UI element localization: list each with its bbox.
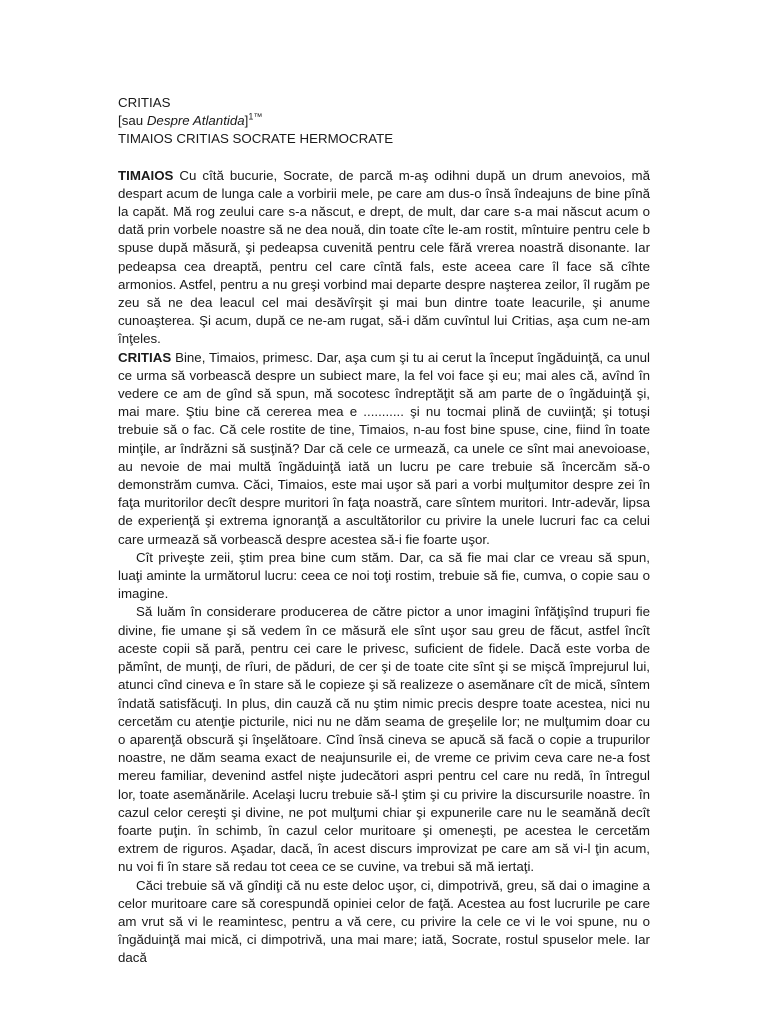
paragraph-timaios (118, 167, 650, 349)
speaker-name: CRITIAS (118, 349, 172, 365)
subtitle-italic: Despre Atlantida (146, 113, 245, 129)
speaker-name: TIMAIOS (118, 167, 174, 183)
paragraph-text: Bine, Timaios, primesc. Dar, aşa cum şi tu ai cerut la început îngăduinţă, ca unul ce urma să vorbească despre un subiect mare, la fel voi face şi eu; mai ales că, avînd în vedere ce am de gînd să spun, mă socotesc îndreptăţit să am parte de o îngăduinţă şi, mai mare. Ştiu bine că cererea mea e ........... şi nu tocmai plină de cuviinţă; şi totuşi trebuie să o fac. Că cele rostite de tine, Timaios, n-au fost bine spuse, cine, fiind în toate minţile, ar îndrăzni să susţină? Dar că cele ce urmează, ca unele ce sînt mai anevoioase, au nevoie de mai multă îngăduinţă iată un lucru pe care trebuie să încercăm să-o demonstrăm cumva. Căci, Timaios, este mai uşor să pari a vorbi mulţumitor despre zei în faţa muritorilor decît despre muritori în faţa noastră, care sîntem muritori. Intr-adevăr, lipsa de experienţă şi extrema ignoranţă a ascultătorilor cu privire la unele lucruri fac ca celui care urmează să vorbească despre acestea să-i fie foarte uşor. (118, 349, 650, 547)
paragraph-critias (118, 349, 650, 549)
document-page (118, 94, 650, 968)
subtitle-prefix: [sau (118, 113, 147, 129)
document-subtitle (118, 112, 650, 130)
characters-line: TIMAIOS CRITIAS SOCRATE HERMOCRATE (118, 131, 394, 147)
subtitle-suffix: ] (244, 113, 249, 129)
paragraph-text: Cu cîtă bucurie, Socrate, de parcă m-aş odihni după un drum anevoios, mă despart acum de lunga cale a vorbirii mele, pe care am dus-o însă îndeajuns de bine pînă la capăt. Mă rog zeului care s-a născut, e drept, de mult, dar care s-a mai născut acum o dată prin vorbele noastre să ne dea nouă, din toate cîte le-am rostit, mîntuire pentru cele b spuse după măsură, şi pedeapsa cuvenită pentru cele fără vrerea noastră disonante. Iar pedeapsa cea dreaptă, pentru cel care cîntă fals, este aceea care îl face să cîhte armonios. Astfel, pentru a nu greşi vorbind mai departe despre naşterea zeilor, îl rugăm pe zeu să ne dea leacul cel mai desăvîrşit şi mai bun dintre toate leacurile, şi anume cunoaşterea. Şi acum, după ce ne-am rugat, să-i dăm cuvîntul lui Critias, aşa cum ne-am înţeles. (118, 167, 650, 347)
paragraph-text: Căci trebuie să vă gîndiţi că nu este deloc uşor, ci, dimpotrivă, greu, să dai o imagine a celor muritoare care să corespundă opiniei celor de faţă. Acestea au fost lucrurile pe care am vrut să vi le reamintesc, pentru a vă cere, cu privire la cele ce vi le voi spune, nu o îngăduinţă mai mică, ci dimpotrivă, una mai mare; iată, Socrate, rostul spuselor mele. Iar dacă (118, 877, 650, 966)
document-title: CRITIAS (118, 95, 171, 110)
spacer (118, 149, 650, 167)
paragraph-imagine (118, 877, 650, 968)
paragraph-text: Cît priveşte zeii, ştim prea bine cum stăm. Dar, ca să fie mai clar ce vreau să spun, luaţi aminte la următorul lucru: ceea ce noi toţi rostim, trebuie să fie, cumva, o copie sau o imagine. (118, 549, 650, 602)
paragraph-text: Să luăm în considerare producerea de către pictor a unor imagini înfăţişînd trupuri fie divine, fie umane şi să vedem în ce măsură ele sînt uşor sau greu de făcut, astfel încît aceste copii să pară, pentru cei care le privesc, suficient de fidele. Dacă este vorba de pămînt, de munţi, de rîuri, de păduri, de cer şi de toate cite sînt şi se mişcă împrejurul lui, atunci cînd cineva e în stare să le copieze şi să realizeze o asemănare cît de mică, sîntem îndată satisfăcuţi. In plus, din cauză că nu ştim nimic precis despre toate acestea, nici nu cercetăm cu atenţie picturile, nici nu ne dăm seama de greşelile lor; ne mulţumim doar cu o aparenţă obscură şi înşelătoare. Cînd însă cineva se apucă să facă o copie a trupurilor noastre, ne dăm seama exact de neajunsurile ei, de vreme ce privim ceva care ne-a fost mereu familiar, devenind astfel nişte judecători aspri pentru cel care nu redă, în întregul lor, toate asemănările. Acelaşi lucru trebuie să-l ştim şi cu privire la discursurile noastre. în cazul celor cereşti şi divine, ne pot mulţumi chiar şi expunerile care nu le seamănă decît foarte puţin. în schimb, în cazul celor muritoare şi omeneşti, pe acestea le cercetăm extrem de riguros. Aşadar, dacă, în acest discurs improvizat pe care am să vi-l ţin acum, nu voi fi în stare să redau tot ceea ce se cuvine, va trebui să mă iertaţi. (118, 604, 650, 875)
footnote-mark: 1™ (248, 111, 263, 122)
paragraph-pictor (118, 603, 650, 876)
paragraph-zeii (118, 549, 650, 604)
